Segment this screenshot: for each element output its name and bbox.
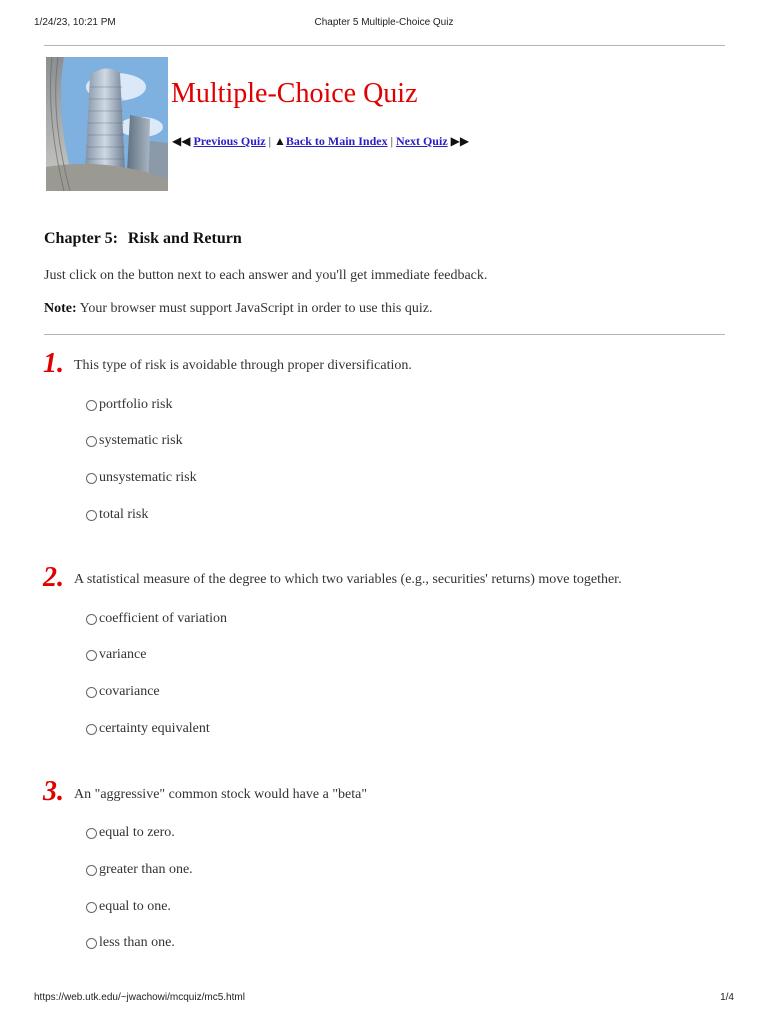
answer-option[interactable] xyxy=(86,899,171,915)
question-number: 2. xyxy=(43,562,64,593)
answer-label: covariance xyxy=(99,684,160,699)
top-divider xyxy=(44,45,725,46)
radio-button[interactable] xyxy=(86,687,97,698)
quiz-navigation xyxy=(172,134,469,149)
up-arrow-icon: ▲ xyxy=(274,134,286,148)
radio-button[interactable] xyxy=(86,400,97,411)
nav-separator: | xyxy=(268,134,271,148)
answer-option[interactable] xyxy=(86,721,210,737)
main-index-link[interactable]: Back to Main Index xyxy=(285,134,388,148)
radio-button[interactable] xyxy=(86,902,97,913)
answer-option[interactable] xyxy=(86,470,197,486)
radio-button[interactable] xyxy=(86,473,97,484)
radio-button[interactable] xyxy=(86,436,97,447)
radio-button[interactable] xyxy=(86,614,97,625)
answer-label: systematic risk xyxy=(99,433,183,448)
question-text: This type of risk is avoidable through proper diversification. xyxy=(74,358,412,373)
answer-label: certainty equivalent xyxy=(99,721,210,736)
answer-option[interactable] xyxy=(86,684,160,700)
print-page-count: 1/4 xyxy=(720,992,734,1003)
radio-button[interactable] xyxy=(86,650,97,661)
print-header xyxy=(34,17,734,31)
note-body: Your browser must support JavaScript in order to use this quiz. xyxy=(79,301,433,316)
answer-label: equal to one. xyxy=(99,899,171,914)
answer-label: portfolio risk xyxy=(99,397,173,412)
intro-text: Just click on the button next to each answer and you'll get immediate feedback. xyxy=(44,268,488,283)
print-timestamp: 1/24/23, 10:21 PM xyxy=(34,17,116,28)
answer-option[interactable] xyxy=(86,935,175,951)
answer-option[interactable] xyxy=(86,647,146,663)
answer-option[interactable] xyxy=(86,825,175,841)
answer-label: greater than one. xyxy=(99,862,193,877)
question-text: An "aggressive" common stock would have a "beta" xyxy=(74,787,368,802)
previous-quiz-link[interactable]: Previous Quiz xyxy=(193,134,266,148)
print-url: https://web.utk.edu/~jwachowi/mcquiz/mc5.html xyxy=(34,992,245,1003)
page-title: Multiple-Choice Quiz xyxy=(171,78,418,109)
radio-button[interactable] xyxy=(86,828,97,839)
note-text xyxy=(44,301,432,317)
chapter-label: Chapter 5: xyxy=(44,230,118,247)
answer-option[interactable] xyxy=(86,397,173,413)
answer-label: total risk xyxy=(99,507,149,522)
print-footer xyxy=(34,992,734,1006)
header-photo xyxy=(46,57,168,191)
chapter-title: Risk and Return xyxy=(127,230,242,247)
question-text: A statistical measure of the degree to which two variables (e.g., securities' returns) move together. xyxy=(74,572,622,587)
answer-option[interactable] xyxy=(86,507,148,523)
double-left-arrow-icon: ◀◀ xyxy=(172,134,191,148)
answer-option[interactable] xyxy=(86,862,193,878)
question-number: 3. xyxy=(43,776,64,807)
answer-label: unsystematic risk xyxy=(99,470,197,485)
radio-button[interactable] xyxy=(86,510,97,521)
chapter-heading xyxy=(44,230,242,248)
radio-button[interactable] xyxy=(86,865,97,876)
content-divider xyxy=(44,334,725,335)
answer-label: coefficient of variation xyxy=(99,611,228,626)
print-page-title: Chapter 5 Multiple-Choice Quiz xyxy=(314,17,454,28)
answer-label: less than one. xyxy=(99,935,175,950)
answer-option[interactable] xyxy=(86,611,227,627)
radio-button[interactable] xyxy=(86,938,97,949)
answer-label: equal to zero. xyxy=(99,825,175,840)
next-quiz-link[interactable]: Next Quiz xyxy=(395,134,448,148)
answer-option[interactable] xyxy=(86,433,183,449)
double-right-arrow-icon: ▶▶ xyxy=(450,134,470,148)
answer-label: variance xyxy=(99,647,147,662)
note-label: Note: xyxy=(44,301,77,316)
nav-separator: | xyxy=(390,134,393,148)
radio-button[interactable] xyxy=(86,724,97,735)
question-number: 1. xyxy=(43,348,64,379)
